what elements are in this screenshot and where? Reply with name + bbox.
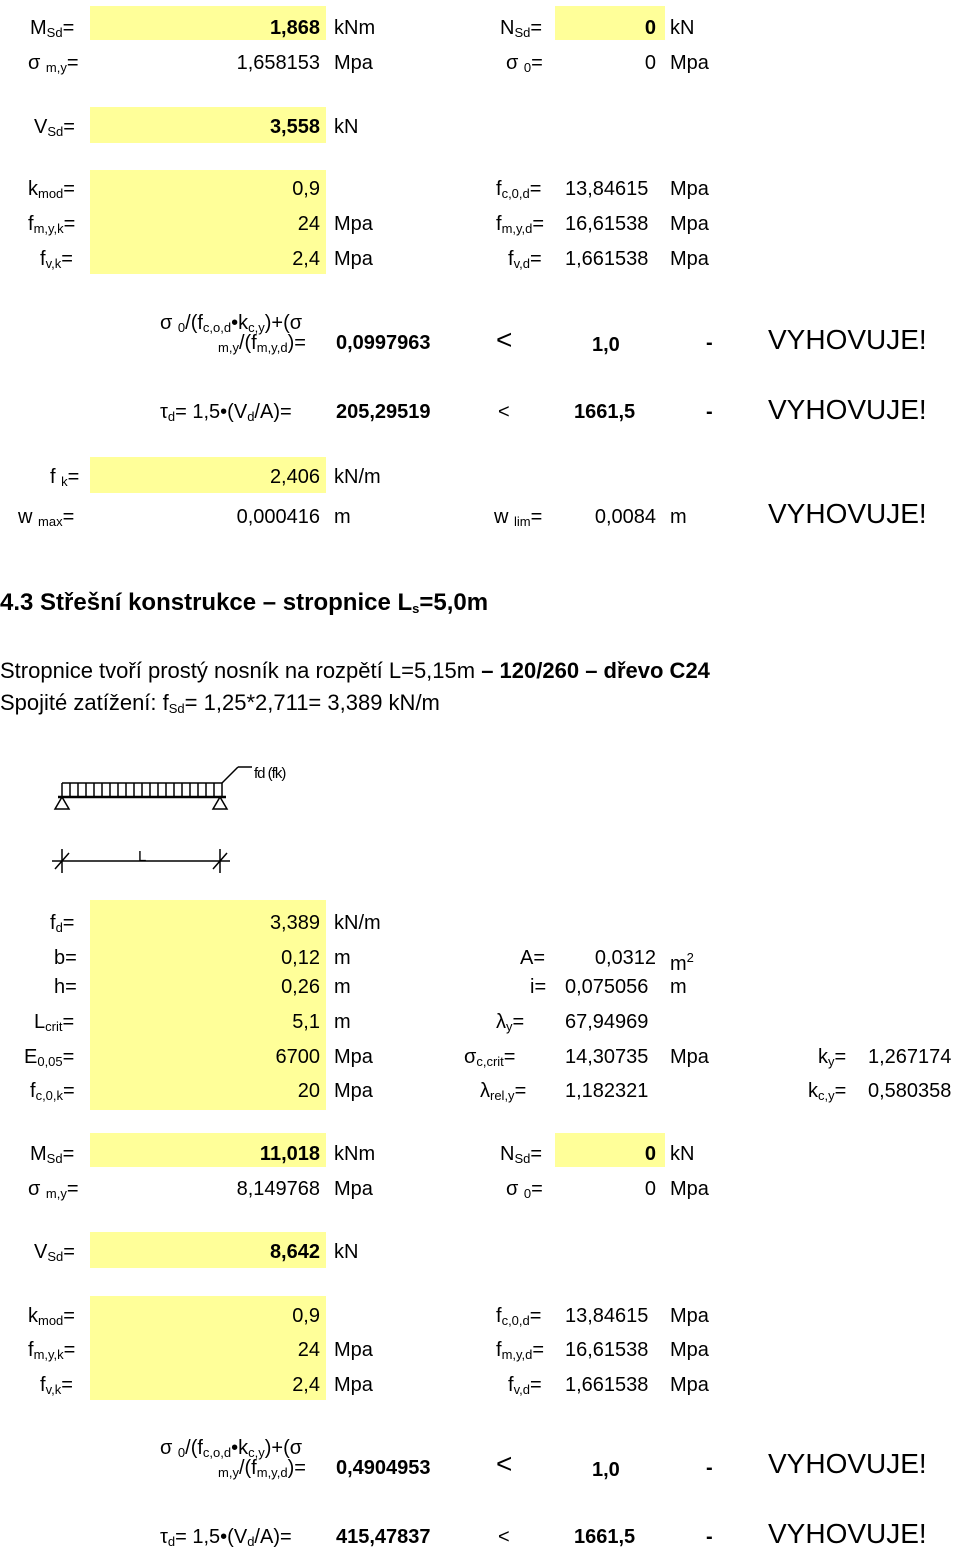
fmyd-unit: Mpa (670, 213, 709, 235)
wlim-label: w $_{lim}$= (494, 506, 543, 529)
normal-force-unit: kN (670, 17, 695, 39)
kmod-label: $k_{mod}=$ (28, 178, 75, 201)
normal-force-unit: kN (670, 1143, 695, 1165)
slenderness-value: 67,94969 (565, 1011, 649, 1033)
wmax-value: 0,000416 (236, 506, 320, 528)
distributed-load (62, 767, 252, 797)
fvd-label: $f_{v,d}=$ (508, 248, 542, 271)
dash: - (706, 332, 713, 354)
combined-check-value: 0,0997963 (336, 332, 431, 354)
radius-of-gyration-unit: m (670, 976, 687, 998)
shear-force-value[interactable]: 8,642 (269, 1241, 320, 1263)
b-value[interactable]: 0,12 (281, 947, 320, 969)
combined-formula-line1: σ $_0/(f_{c,o,d}•k_{c,y})+(\sigma$ (160, 312, 303, 335)
elastic-modulus-label: $E_{0,05}=$ (24, 1046, 75, 1069)
bending-stress-unit: Mpa (334, 1178, 373, 1200)
fc0k-label: $f_{c,0,k}=$ (30, 1080, 75, 1103)
fd-unit: kN/m (334, 912, 381, 934)
shear-check-result: VYHOVUJE! (768, 394, 927, 425)
moment-value[interactable]: 1,868 (269, 17, 320, 39)
shear-force-value[interactable]: 3,558 (269, 116, 320, 138)
relative-slenderness-value: 1,182321 (565, 1080, 649, 1102)
normal-force-value[interactable]: 0 (644, 17, 656, 39)
kcy-label: $k_{c,y}=$ (808, 1080, 847, 1103)
fc0d-label: $f_{c,0,d}=$ (496, 178, 542, 201)
dash: - (706, 1457, 713, 1479)
fc0d-value: 13,84615 (565, 1305, 649, 1327)
combined-check-limit: 1,0 (592, 1459, 620, 1481)
area-unit: $m^2$ (670, 950, 694, 975)
fmyk-label: $f_{m,y,k}=$ (28, 213, 76, 236)
bending-stress-value: 8,149768 (236, 1178, 320, 1200)
shear-check-formula: $\tau_d=$ $1,5•(V_d/A)=$ (160, 1526, 292, 1549)
kmod-label: $k_{mod}=$ (28, 1305, 75, 1328)
shear-check-limit: 1661,5 (574, 1526, 636, 1548)
fmyd-label: $f_{m,y,d}=$ (496, 1339, 545, 1362)
fmyk-value[interactable]: 24 (297, 1339, 320, 1361)
fd-label: $f_d=$ (50, 912, 75, 935)
moment-value[interactable]: 11,018 (259, 1143, 320, 1165)
fmyd-value: 16,61538 (565, 1339, 649, 1361)
lcrit-label: $L_{crit}=$ (34, 1011, 75, 1034)
shear-check-result: VYHOVUJE! (768, 1518, 927, 1549)
fmyk-label: $f_{m,y,k}=$ (28, 1339, 76, 1362)
b-label: b= (54, 947, 77, 969)
bending-stress-unit: Mpa (334, 52, 373, 74)
less-than-sign: < (498, 401, 510, 423)
moment-label: $M_{Sd}=$ (30, 1143, 75, 1166)
wlim-value: 0,0084 (594, 506, 656, 528)
section-heading: 4.3 Střešní konstrukce – stropnice $L_s=5,0m$ (0, 589, 489, 616)
fvd-value: 1,661538 (565, 248, 649, 270)
right-support (213, 797, 227, 809)
radius-of-gyration-label: i= (530, 976, 547, 998)
left-support (55, 797, 69, 809)
kmod-value[interactable]: 0,9 (292, 1305, 320, 1327)
combined-check-value: 0,4904953 (336, 1457, 431, 1479)
fc0k-unit: Mpa (334, 1080, 373, 1102)
section-description-line1: Stropnice tvoří prostý nosník na rozpětí L=5,15m – 120/260 – dřevo C24 (0, 658, 710, 683)
bending-stress-label: σ $_{m,y}$= (28, 1178, 79, 1201)
axial-stress-label: σ $_0$= (506, 52, 543, 75)
fmyd-value: 16,61538 (565, 213, 649, 235)
axial-stress-label: σ $_0$= (506, 1178, 543, 1201)
axial-stress-value: 0 (644, 52, 656, 74)
combined-formula-line2: $_{m,y}/(f_{m,y,d})=$ (218, 332, 306, 355)
kcy-value: 0,580358 (868, 1080, 952, 1102)
h-unit: m (334, 976, 351, 998)
ky-value: 1,267174 (868, 1046, 952, 1068)
normal-force-label: $N_{Sd}=$ (500, 17, 543, 40)
h-value[interactable]: 0,26 (281, 976, 320, 998)
radius-of-gyration-value: 0,075056 (565, 976, 649, 998)
fvk-unit: Mpa (334, 1374, 373, 1396)
moment-label: $M_{Sd}=$ (30, 17, 75, 40)
critical-stress-unit: Mpa (670, 1046, 709, 1068)
shear-check-formula: $\tau_d=$ $1,5•(V_d/A)=$ (160, 401, 292, 424)
bending-stress-label: σ $_{m,y}$= (28, 52, 79, 75)
shear-force-unit: kN (334, 1241, 359, 1263)
fc0d-unit: Mpa (670, 1305, 709, 1327)
fc0d-label: $f_{c,0,d}=$ (496, 1305, 542, 1328)
load-label: fd (fk) (254, 765, 286, 782)
combined-check-result: VYHOVUJE! (768, 324, 927, 355)
fvk-label: $f_{v,k}=$ (40, 1374, 73, 1397)
fc0d-value: 13,84615 (565, 178, 649, 200)
fc0k-value[interactable]: 20 (297, 1080, 320, 1102)
axial-stress-unit: Mpa (670, 1178, 709, 1200)
h-label: h= (54, 976, 77, 998)
moment-unit: kNm (334, 1143, 376, 1165)
ky-label: $k_y=$ (818, 1046, 847, 1069)
lcrit-unit: m (334, 1011, 351, 1033)
dash: - (706, 401, 713, 423)
less-than-sign: < (496, 1448, 513, 1479)
wmax-label: w $_{max}$= (18, 506, 75, 529)
normal-force-label: $N_{Sd}=$ (500, 1143, 543, 1166)
dash: - (706, 1526, 713, 1548)
combined-check-limit: 1,0 (592, 334, 620, 356)
wlim-unit: m (670, 506, 687, 528)
less-than-sign: < (496, 324, 513, 355)
combined-check-result: VYHOVUJE! (768, 1448, 927, 1479)
critical-stress-label: $\sigma_{c,crit}=$ (464, 1046, 516, 1069)
fmyd-unit: Mpa (670, 1339, 709, 1361)
elastic-modulus-unit: Mpa (334, 1046, 373, 1068)
slenderness-label: $\lambda_y=$ (496, 1011, 525, 1034)
section-description-line2: Spojité zatížení: $f_{Sd}= 1,25*2,711= 3,389$ kN/m (0, 690, 440, 716)
deflection-check-result: VYHOVUJE! (768, 498, 927, 529)
area-value: 0,0312 (594, 947, 656, 969)
combined-formula-line1: σ $_0/(f_{c,o,d}•k_{c,y})+(\sigma$ (160, 1437, 303, 1460)
bending-stress-value: 1,658153 (236, 52, 320, 74)
fk-unit: kN/m (334, 466, 381, 488)
shear-force-label: $V_{Sd}=$ (34, 1241, 75, 1264)
fmyd-label: $f_{m,y,d}=$ (496, 213, 545, 236)
shear-check-limit: 1661,5 (574, 401, 636, 423)
shear-check-value: 415,47837 (336, 1526, 431, 1548)
fvk-unit: Mpa (334, 248, 373, 270)
shear-force-label: $V_{Sd}=$ (34, 116, 75, 139)
less-than-sign: < (498, 1526, 510, 1548)
combined-formula-line2: $_{m,y}/(f_{m,y,d})=$ (218, 1457, 306, 1480)
fmyk-value[interactable]: 24 (297, 213, 320, 235)
fd-value[interactable]: 3,389 (269, 912, 320, 934)
lcrit-value[interactable]: 5,1 (292, 1011, 320, 1033)
normal-force-value[interactable]: 0 (644, 1143, 656, 1165)
wmax-unit: m (334, 506, 351, 528)
shear-force-unit: kN (334, 116, 359, 138)
fvk-value[interactable]: 2,4 (292, 248, 320, 270)
shear-check-value: 205,29519 (336, 401, 431, 423)
fk-value[interactable]: 2,406 (269, 466, 320, 488)
fvd-label: $f_{v,d}=$ (508, 1374, 542, 1397)
fvd-unit: Mpa (670, 1374, 709, 1396)
fmyk-unit: Mpa (334, 213, 373, 235)
area-label: A= (520, 947, 546, 969)
moment-unit: kNm (334, 17, 376, 39)
fc0d-unit: Mpa (670, 178, 709, 200)
fvd-unit: Mpa (670, 248, 709, 270)
fvk-label: $f_{v,k}=$ (40, 248, 73, 271)
axial-stress-value: 0 (644, 1178, 656, 1200)
kmod-value[interactable]: 0,9 (292, 178, 320, 200)
axial-stress-unit: Mpa (670, 52, 709, 74)
fk-label: f $_k$= (50, 466, 80, 489)
critical-stress-value: 14,30735 (565, 1046, 649, 1068)
relative-slenderness-label: $\lambda_{rel,y}=$ (480, 1080, 527, 1103)
span-label: L (138, 848, 147, 865)
elastic-modulus-value[interactable]: 6700 (275, 1046, 320, 1068)
fvd-value: 1,661538 (565, 1374, 649, 1396)
b-unit: m (334, 947, 351, 969)
fvk-value[interactable]: 2,4 (292, 1374, 320, 1396)
fmyk-unit: Mpa (334, 1339, 373, 1361)
